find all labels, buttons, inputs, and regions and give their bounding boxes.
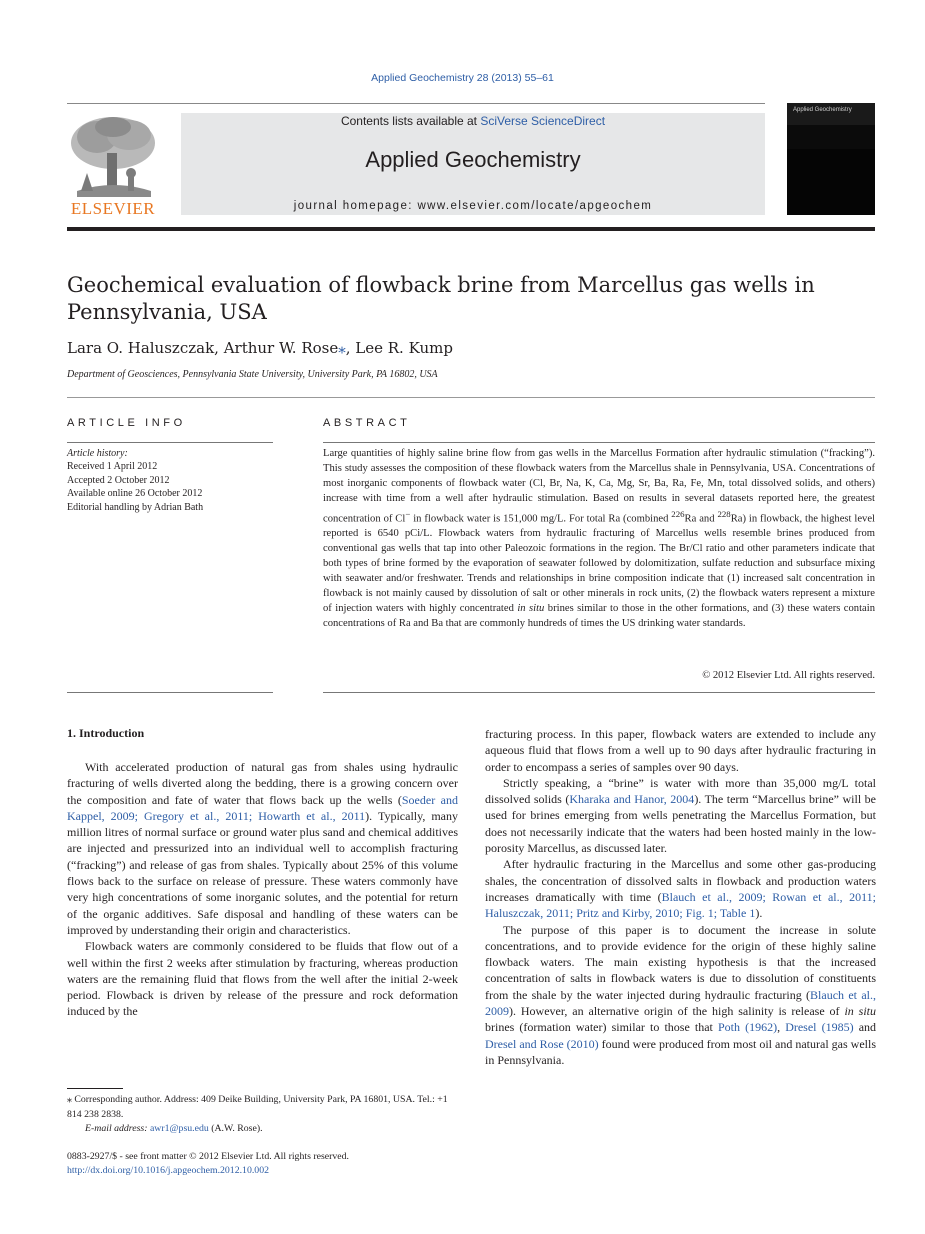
citation-link[interactable]: Blauch et al., 2009 xyxy=(485,987,876,1019)
cover-block xyxy=(787,149,875,215)
online-date: Available online 26 October 2012 xyxy=(67,488,203,500)
corresponding-author-footnote xyxy=(67,1093,458,1137)
abstract-part: Ra) in flowback, the highest level reported is 6540 pCi/L. Flowback waters from hydraulic fracturing of Marcellus wells resemble brines produced from conventional gas wells that tap into other Paleozoic formations in the region. The Br/Cl ratio and other parameters indicate that both types of brine formed by the evaporation of seawater followed by dolomitization, sulfate reduction and subsurface mixing with seawater and/or freshwater. Trends and relationships in brine composition indicate that (1) increased salt concentration in flowback is not mainly caused by dissolution of salt or other minerals in rock units, (2) the flowback waters represent a mixture of injection waters with highly concentrated xyxy=(323,513,875,614)
accepted-date: Accepted 2 October 2012 xyxy=(67,474,170,486)
footnote-text: Corresponding author. Address: 409 Deike Building, University Park, PA 16801, USA. Tel.: +1 814 238 2838. xyxy=(67,1094,448,1120)
paragraph-text: ). xyxy=(755,906,763,921)
intro-paragraph-3 xyxy=(485,775,876,856)
abstract-part: brines similar to those in the other formations, and (3) these waters contain concentrations of Ra and Ba that are commonly hundreds of times the US drinking water standards. xyxy=(323,602,875,629)
issn-line: 0883-2927/$ - see front matter © 2012 Elsevier Ltd. All rights reserved. xyxy=(67,1151,349,1162)
abstract-part: in flowback water is 151,000 mg/L. For total Ra (combined xyxy=(410,513,672,525)
abstract-rule xyxy=(323,442,875,443)
footnote-rule xyxy=(67,1088,123,1089)
abstract-part: Large quantities of highly saline brine flow from gas wells in the Marcellus Formation after hydraulic stimulation (“fracking”). This study assesses the composition of these flowback waters from the Marcellus shale in Pennsylvania, USA. Concentrations of most inorganic components of flowback water (Cl, Br, Na, K, Ca, Mg, Sr, Ba, Ra, Fe, Mn, total dissolved solids, and others) increase with time from a well after hydraulic stimulation. Based on results in several datasets reported here, the greatest concentration of Cl xyxy=(323,448,875,525)
footnote-email-line xyxy=(67,1122,458,1137)
editorial-handling: Editorial handling by Adrian Bath xyxy=(67,501,204,513)
author-list xyxy=(67,339,453,357)
ra226-superscript: 226 xyxy=(671,508,685,519)
paragraph-text: ). Typically, many million litres of normal surface or ground water plus sand and chemical additives are injected and pressurized into an individual well to accomplish fracturing (“fracking”) and release of gas from shales. Typically about 25% of this volume flows back to the surface on release of pressure. These waters commonly have very high concentrations of some inorganic solutes, and the potential for return of the organic additives. Safe disposal and handling of these waters can be improved by understanding their origin and characteristics. xyxy=(67,808,459,937)
article-history xyxy=(67,447,273,514)
abstract-heading: ABSTRACT xyxy=(323,417,411,429)
citation-link[interactable]: Dresel and Rose (2010) xyxy=(485,1036,599,1051)
authors-first: Lara O. Haluszczak, Arthur W. Rose xyxy=(67,339,339,357)
cover-band xyxy=(787,103,875,125)
intro-paragraph-2: Flowback waters are commonly considered to be fluids that flow out of a well within the first 2 weeks after stimulation by fracturing, whereas production waters are the remaining fluid that flows from the well after the initial 2-week period. Flowback is driven by release of the pressure and rock deformation induced by the xyxy=(67,939,458,1019)
article-info-bottom-rule xyxy=(67,692,273,693)
footnote-mark: ⁎ xyxy=(67,1094,72,1105)
email-suffix: (A.W. Rose). xyxy=(208,1123,263,1134)
abstract-bottom-rule xyxy=(323,692,875,693)
ra228-superscript: 228 xyxy=(717,508,731,519)
abstract-text xyxy=(323,447,875,631)
email-label: E-mail address: xyxy=(85,1123,150,1134)
paragraph-text: ). However, an alternative origin of the high salinity is release of xyxy=(509,1004,845,1019)
intro-paragraph-1 xyxy=(67,759,458,938)
journal-cover-thumbnail xyxy=(787,103,875,215)
corresponding-author-mark[interactable]: ⁎ xyxy=(338,339,346,357)
footnote-address xyxy=(67,1093,458,1122)
cover-title: Applied Geochemistry xyxy=(793,107,852,113)
sciencedirect-link[interactable]: SciVerse ScienceDirect xyxy=(480,114,606,128)
section-heading-introduction: 1. Introduction xyxy=(67,726,145,740)
article-info-heading: ARTICLE INFO xyxy=(67,417,186,429)
journal-homepage xyxy=(181,200,765,212)
article-title: Geochemical evaluation of flowback brine from Marcellus gas wells in Pennsylvania, USA xyxy=(67,273,815,324)
paragraph-text: and xyxy=(853,1020,877,1035)
citation-link[interactable]: Kharaka and Hanor, 2004 xyxy=(569,792,695,807)
citation-link[interactable]: Blauch et al., 2009; Rowan et al., 2011; Haluszczak, 2011; Pritz and Kirby, 2010; Fig. 1; Table 1 xyxy=(485,889,876,921)
homepage-url[interactable]: www.elsevier.com/locate/apgeochem xyxy=(417,200,653,212)
intro-paragraph-5 xyxy=(485,922,876,1069)
history-label: Article history: xyxy=(67,448,128,459)
intro-paragraph-2-continued: fracturing process. In this paper, flowback waters are extended to include any aqueous fluid that flows from a well up to 90 days after hydraulic fracturing in order to encompass a series of samples over 90 days. xyxy=(485,727,876,774)
article-info-rule xyxy=(67,442,273,443)
intro-paragraph-4 xyxy=(485,856,876,921)
journal-masthead xyxy=(181,113,765,215)
received-date: Received 1 April 2012 xyxy=(67,461,158,473)
front-matter xyxy=(67,1150,487,1178)
paragraph-text: , xyxy=(777,1020,786,1035)
abstract-copyright: © 2012 Elsevier Ltd. All rights reserved. xyxy=(702,670,875,681)
homepage-prefix: journal homepage: xyxy=(293,200,418,212)
chloride-superscript: − xyxy=(405,508,411,519)
masthead-rule xyxy=(67,227,875,231)
citation-link[interactable]: Poth (1962) xyxy=(717,1020,778,1035)
doi-link[interactable]: http://dx.doi.org/10.1016/j.apgeochem.2012.10.002 xyxy=(67,1165,269,1176)
in-situ-italic: in situ xyxy=(844,1004,876,1019)
contents-line xyxy=(181,114,765,128)
in-situ-italic: in situ xyxy=(517,602,545,614)
paragraph-text: With accelerated production of natural gas from shales using hydraulic fracturing of wells diverted along the bedding, there is a growing concern over the composition and fate of water that flows back up the wells ( xyxy=(67,760,458,807)
paragraph-text: brines (formation water) similar to those that xyxy=(485,1020,718,1035)
paragraph-text: Strictly speaking, a “brine” is water with more than 35,000 mg/L total dissolved solids ( xyxy=(485,775,876,807)
email-link[interactable]: awr1@psu.edu xyxy=(149,1123,209,1134)
title-rule xyxy=(67,397,875,398)
paragraph-text: The purpose of this paper is to document the increase in solute concentrations, and to provide evidence for the origin of these highly saline flowback waters. The main existing hypothesis is that the increased concentration of salts in flowback waters is due to dissolution of constituents from the shale by the water injected during hydraulic fracturing ( xyxy=(485,922,876,1002)
right-column xyxy=(485,726,876,1068)
left-column xyxy=(67,759,458,1020)
paragraph-text: ). The term “Marcellus brine” will be used for brines emerging from wells penetrating the Marcellus Formation, but does not necessarily indicate that the waters had been hosted mainly in the low-porosity Marcellus, as discussed later. xyxy=(485,792,876,856)
contents-prefix: Contents lists available at xyxy=(340,114,481,128)
header-rule xyxy=(67,103,765,104)
affiliation: Department of Geosciences, Pennsylvania State University, University Park, PA 16802, USA xyxy=(67,369,438,380)
citation-link[interactable]: Dresel (1985) xyxy=(785,1020,854,1035)
publisher-wordmark: ELSEVIER xyxy=(70,199,156,218)
abstract-part: Ra and xyxy=(684,513,718,525)
journal-title: Applied Geochemistry xyxy=(365,147,581,172)
authors-last: , Lee R. Kump xyxy=(345,339,453,357)
journal-citation-link[interactable]: Applied Geochemistry 28 (2013) 55–61 xyxy=(371,72,554,84)
paragraph-text: found were produced from most oil and natural gas wells in Pennsylvania. xyxy=(485,1036,877,1067)
paragraph-text: After hydraulic fracturing in the Marcellus and some other gas-producing shales, the concentration of dissolved salts in flowback and production waters increases dramatically with time ( xyxy=(485,857,876,904)
citation-link[interactable]: Soeder and Kappel, 2009; Gregory et al., 2011; Howarth et al., 2011 xyxy=(67,792,458,823)
